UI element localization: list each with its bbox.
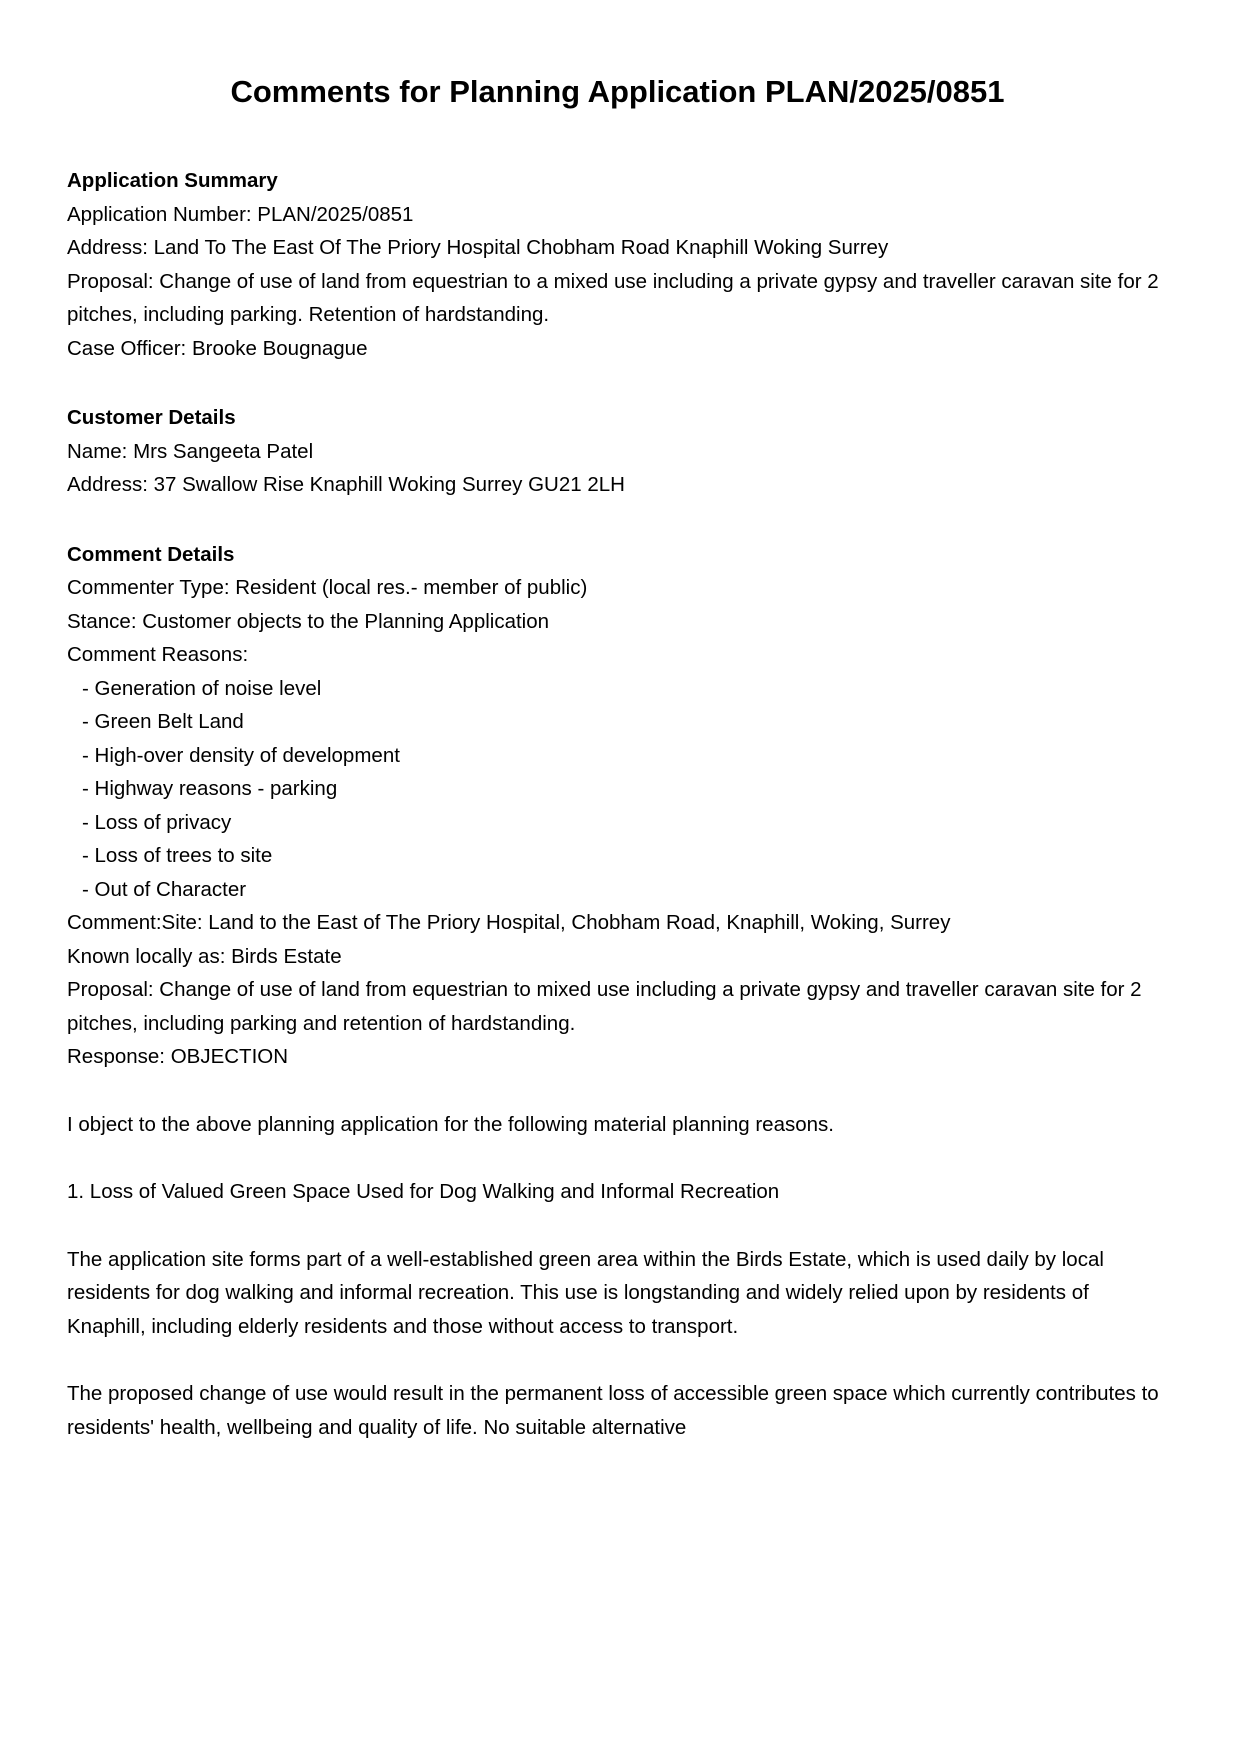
comment-proposal-line: Proposal: Change of use of land from equestrian to mixed use including a private gypsy and traveller caravan site for 2 pitches, including parking and retention of hardstanding. bbox=[67, 978, 1142, 1035]
comment-reason-item: - Loss of trees to site bbox=[82, 844, 273, 867]
case-officer-line: Case Officer: Brooke Bougnague bbox=[67, 336, 368, 360]
point1-paragraph-1: The application site forms part of a well-established green area within the Birds Estate, which is used daily by local residents for dog walking and informal recreation. This use is longstanding and widely relied upon by residents of Knaphill, including elderly residents and those without access to transport. bbox=[67, 1247, 1104, 1338]
commenter-type-line: Commenter Type: Resident (local res.- member of public) bbox=[67, 576, 588, 599]
page-title: Comments for Planning Application PLAN/2025/0851 bbox=[230, 74, 1005, 109]
comment-reason-item: - High-over density of development bbox=[82, 743, 400, 767]
objection-intro-paragraph: I object to the above planning application for the following material planning reasons. bbox=[67, 1112, 834, 1136]
comment-reason-item: - Generation of noise level bbox=[82, 676, 322, 700]
comment-details-heading: Comment Details bbox=[67, 542, 235, 566]
customer-name-line: Name: Mrs Sangeeta Patel bbox=[67, 439, 314, 463]
comment-details-section bbox=[67, 538, 1168, 1074]
point1-paragraph-2: The proposed change of use would result in the permanent loss of accessible green space which currently contributes to residents' health, wellbeing and quality of life. No suitable alternative bbox=[67, 1382, 1159, 1439]
customer-details-heading: Customer Details bbox=[67, 406, 236, 429]
application-summary-heading: Application Summary bbox=[67, 169, 278, 192]
application-number-line: Application Number: PLAN/2025/0851 bbox=[67, 202, 414, 226]
application-address-line: Address: Land To The East Of The Priory Hospital Chobham Road Knaphill Woking Surrey bbox=[67, 236, 889, 259]
comment-reason-item: - Highway reasons - parking bbox=[82, 777, 338, 800]
customer-address-line: Address: 37 Swallow Rise Knaphill Woking Surrey GU21 2LH bbox=[67, 473, 625, 496]
comment-reason-item: - Out of Character bbox=[82, 877, 247, 901]
known-locally-line: Known locally as: Birds Estate bbox=[67, 944, 342, 968]
application-summary-section bbox=[67, 164, 1168, 365]
stance-line: Stance: Customer objects to the Planning Application bbox=[67, 609, 550, 633]
application-proposal-line: Proposal: Change of use of land from equestrian to a mixed use including a private gypsy and traveller caravan site for 2 pitches, including parking. Retention of hardstanding. bbox=[67, 269, 1159, 326]
comment-body bbox=[67, 1108, 1168, 1445]
point1-heading-line: 1. Loss of Valued Green Space Used for Dog Walking and Informal Recreation bbox=[67, 1180, 780, 1203]
comment-reason-item: - Green Belt Land bbox=[82, 710, 244, 733]
response-line: Response: OBJECTION bbox=[67, 1045, 289, 1068]
customer-details-section bbox=[67, 401, 1168, 502]
comment-site-line: Comment:Site: Land to the East of The Priory Hospital, Chobham Road, Knaphill, Woking, Surrey bbox=[67, 911, 951, 934]
comment-reasons-label: Comment Reasons: bbox=[67, 643, 249, 666]
comment-reason-item: - Loss of privacy bbox=[82, 810, 232, 834]
